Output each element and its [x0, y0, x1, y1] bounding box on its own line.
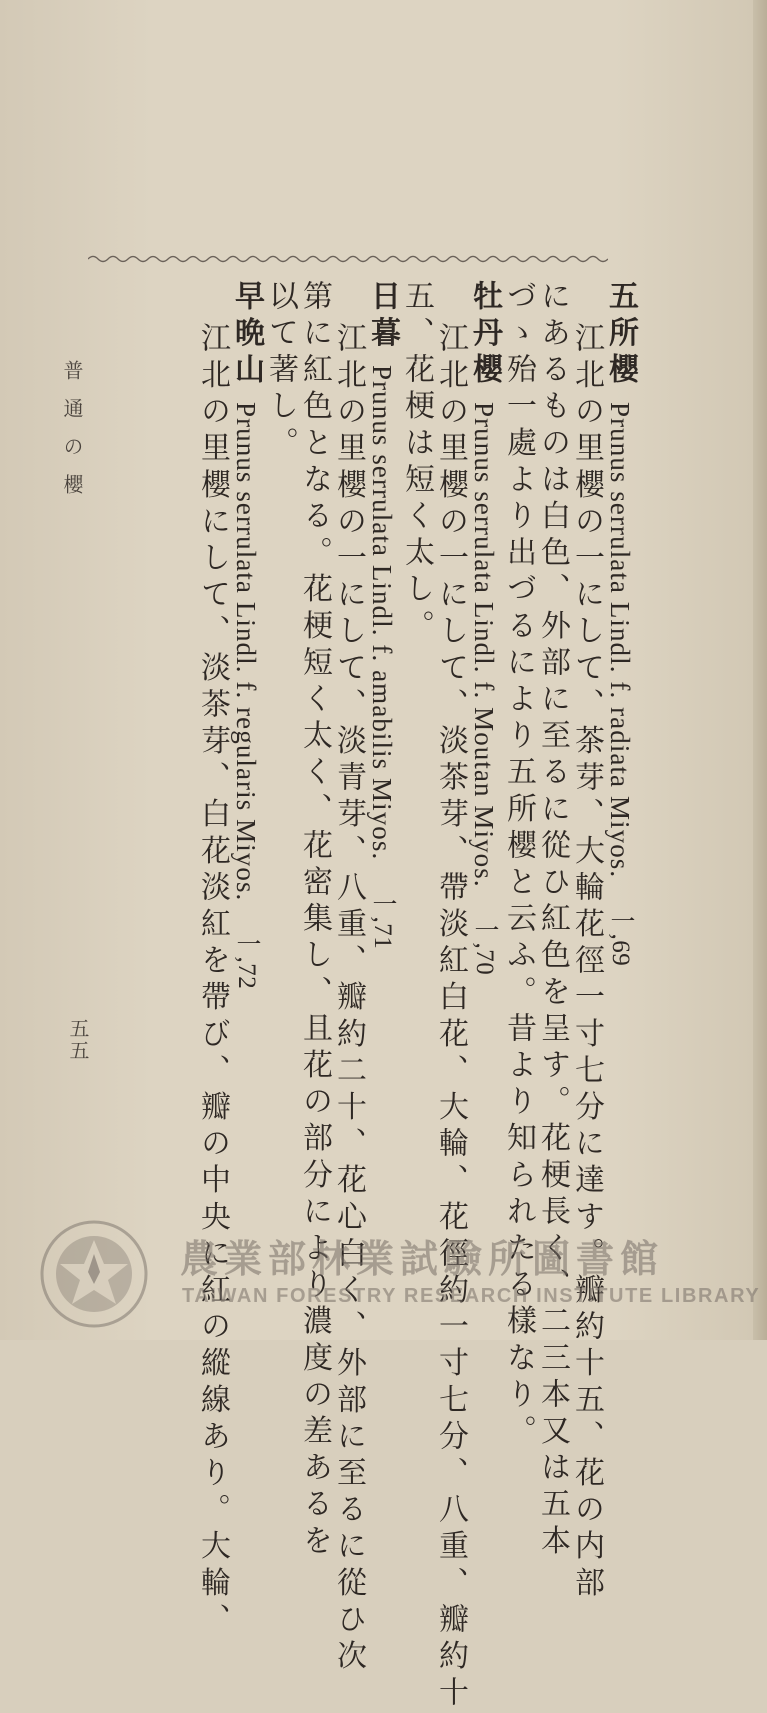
entry-body-line: 江北の里櫻にして、淡茶芽、白花淡紅を帶び、瓣の中央に紅の縱線あり。大輪、	[195, 322, 230, 1640]
library-seal-logo	[38, 1218, 150, 1330]
entry-heading: 牡丹櫻Prunus serrulata Lindl. f. Moutan Miyos.一,70	[467, 280, 502, 976]
entry-heading: 五所櫻Prunus serrulata Lindl. f. radiata Miyos.一,69	[603, 280, 638, 967]
entry-body-line: づゝ殆一處より出づるにより五所櫻と云ふ。昔より知られたる樣なり。	[501, 280, 536, 1452]
entry-body-line: にあるものは白色、外部に至るに從ひ紅色を呈す。花梗長く、二三本又は五本	[535, 280, 570, 1561]
running-head: 普通の櫻	[60, 360, 84, 512]
entry-heading: 早晩山Prunus serrulata Lindl. f. regularis Miyos.一,72	[229, 280, 264, 990]
entry-body-line: 五、花梗は短く太し。	[399, 280, 434, 646]
page-edge	[753, 0, 767, 1340]
entry-body-line: 以て著し。	[263, 280, 298, 463]
page-number: 五五	[66, 1018, 90, 1062]
entry-body-line: 江北の里櫻の一にして、茶芽、大輪花徑一寸七分に達す。瓣約十五、花の内部	[569, 322, 604, 1603]
library-watermark-chinese: 農業部林業試驗所圖書館	[180, 1237, 665, 1281]
entry-body-line: 江北の里櫻の一にして、淡青芽、八重、瓣約二十、花心白く、外部に至るに從ひ次	[331, 322, 366, 1677]
library-watermark-english: TAIWAN FORESTRY RESEARCH INSTITUTE LIBRARY	[182, 1285, 761, 1307]
wavy-rule	[88, 252, 608, 266]
entry-body-line: 第に紅色となる。花梗短く太く、花密集し、且花の部分により濃度の差あるを	[297, 280, 332, 1561]
entry-heading: 日暮Prunus serrulata Lindl. f. amabilis Miyos.一,71	[365, 280, 400, 949]
entry-body-line: 江北の里櫻の一にして、淡茶芽、帶淡紅白花、大輪、花徑約一寸七分、八重、瓣約十	[433, 322, 468, 1713]
